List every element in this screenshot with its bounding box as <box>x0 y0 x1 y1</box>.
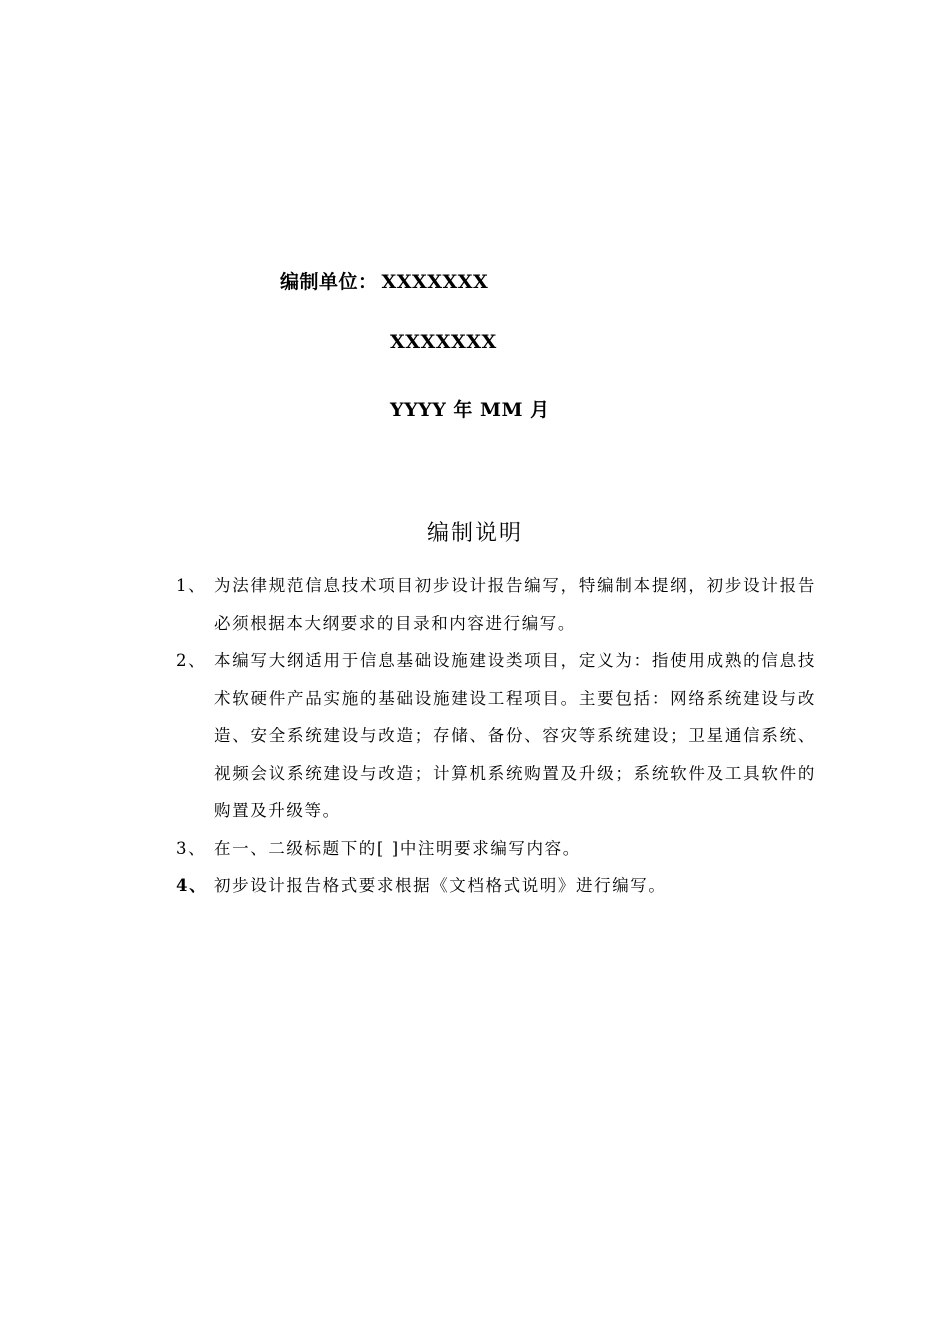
note-item <box>176 567 816 642</box>
compiling-unit-value: XXXXXXX <box>381 271 489 293</box>
note-text: 本编写大纲适用于信息基础设施建设类项目，定义为：指使用成熟的信息技术软硬件产品实施的基础设施建设工程项目。主要包括：网络系统建设与改造、安全系统建设与改造；存储、备份、容灾等系统建设；卫星通信系统、视频会议系统建设与改造；计算机系统购置及升级；系统软件及工具软件的购置及升级等。 <box>214 651 816 820</box>
note-number: 1、 <box>176 576 207 595</box>
note-number: 2、 <box>176 651 207 670</box>
note-number: 3、 <box>176 838 207 858</box>
note-item <box>176 642 816 830</box>
compiling-unit-value-2: XXXXXXX <box>390 331 497 353</box>
note-item <box>176 867 816 905</box>
note-text: 初步设计报告格式要求根据《文档格式说明》进行编写。 <box>214 876 667 895</box>
note-number: 4、 <box>176 876 208 895</box>
compiling-unit-label: 编制单位： <box>280 271 378 293</box>
notes-list <box>176 567 816 905</box>
notes-title: 编制说明 <box>426 521 523 546</box>
compiling-unit-line <box>280 267 488 294</box>
note-text: 在一、二级标题下的[ ]中注明要求编写内容。 <box>214 838 581 858</box>
note-item <box>176 830 816 868</box>
compile-date: YYYY 年 MM 月 <box>390 399 550 421</box>
note-text: 为法律规范信息技术项目初步设计报告编写，特编制本提纲，初步设计报告必须根据本大纲要求的目录和内容进行编写。 <box>214 576 816 633</box>
